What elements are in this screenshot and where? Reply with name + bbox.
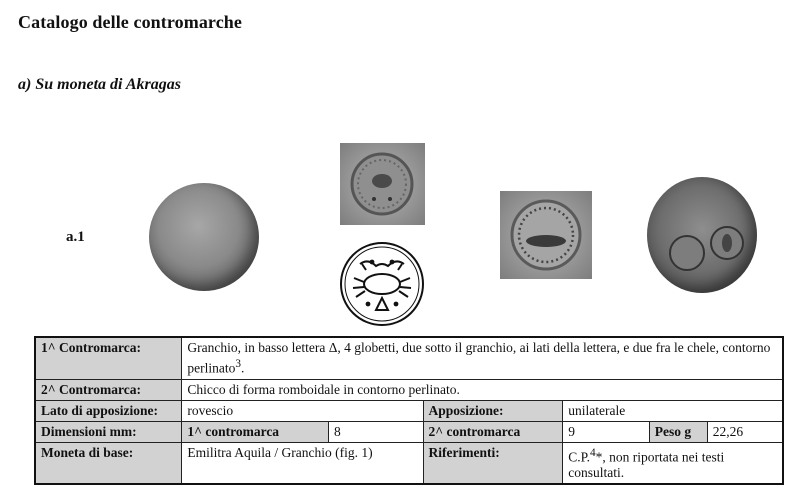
references-value [563,442,783,484]
weight-label: Peso g [649,421,707,442]
second-countermark-size-value: 9 [563,421,650,442]
table-row [35,442,783,484]
application-side-value: rovescio [182,400,423,421]
section-subtitle: a) Su moneta di Akragas [18,76,181,93]
table-row [35,337,783,379]
coin-obverse-photo [149,183,259,291]
references-source: C.P. [568,449,591,464]
dimensions-label: Dimensioni mm: [35,421,182,442]
countermark-1-photo [340,143,425,225]
first-countermark-label: 1^ Contromarca: [35,337,182,379]
first-countermark-period: . [240,360,245,376]
countermark-2-photo [500,191,592,279]
application-side-label: Lato di apposizione: [35,400,182,421]
weight-value: 22,26 [707,421,783,442]
application-value: unilaterale [563,400,783,421]
countermark-data-table [34,336,784,485]
base-coin-value: Emilitra Aquila / Granchio (fig. 1) [182,442,423,484]
page-title: Catalogo delle contromarche [18,12,242,32]
first-countermark-size-value: 8 [329,421,423,442]
application-label: Apposizione: [423,400,563,421]
references-label: Riferimenti: [423,442,563,484]
first-countermark-size-label: 1^ contromarca [182,421,329,442]
second-countermark-size-label: 2^ contromarca [423,421,563,442]
base-coin-label: Moneta di base: [35,442,182,484]
first-countermark-description [182,337,783,379]
second-countermark-label: 2^ Contromarca: [35,379,182,400]
footnote-ref: 3 [235,358,241,370]
table-row [35,421,783,442]
entry-number: a.1 [66,229,85,245]
coin-reverse-photo [647,177,757,293]
footnote-ref: 4 [590,446,596,459]
references-note: *, non riportata nei testi consultati. [568,449,725,480]
crab-countermark-drawing [338,240,426,328]
table-row [35,400,783,421]
table-row [35,379,783,400]
first-countermark-text: Granchio, in basso lettera Δ, 4 globetti, due sotto il granchio, ai lati della lettera, e due fra le chele, contorno perlinato [187,340,771,376]
second-countermark-description: Chicco di forma romboidale in contorno perlinato. [182,379,783,400]
